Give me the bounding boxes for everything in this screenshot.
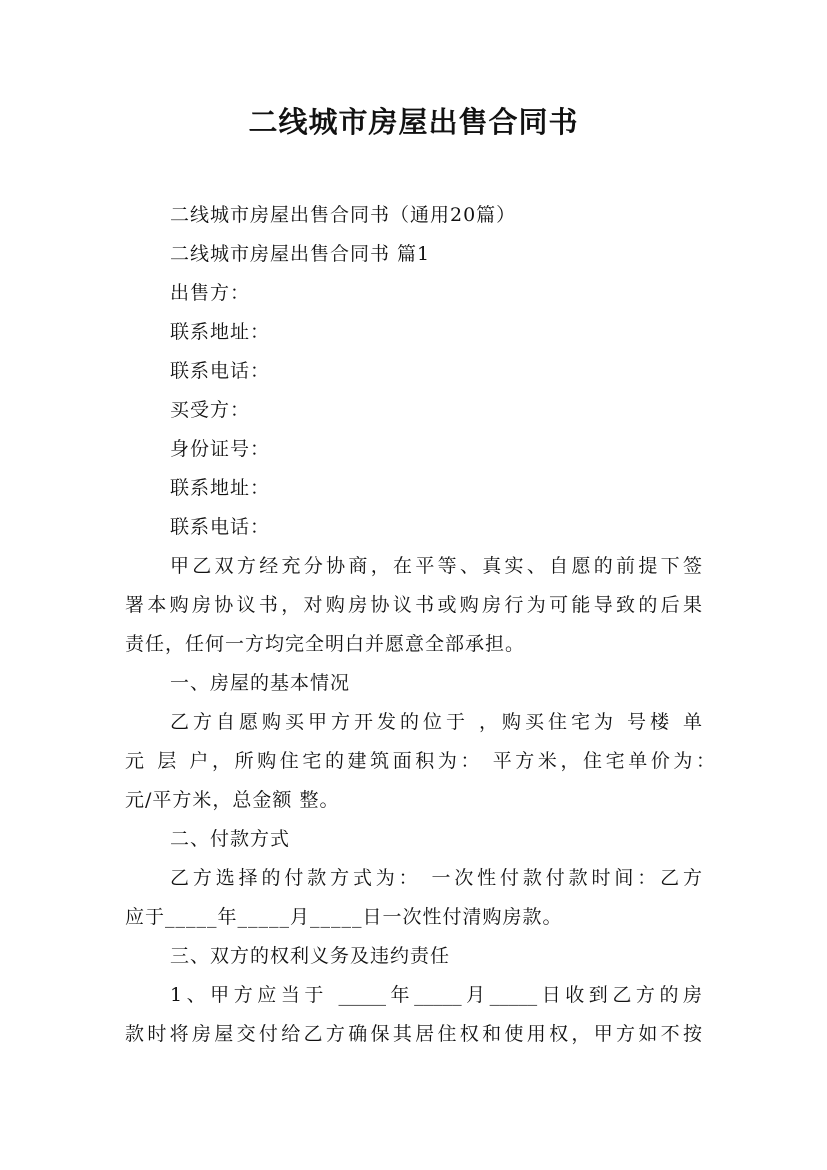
paragraph-line: 1、甲方应当于 _____年_____月_____日收到乙方的房 [170,984,702,1006]
seller-label: 出售方： [170,282,251,304]
buyer-phone-label: 联系电话： [170,516,271,538]
document-subtitle: 二线城市房屋出售合同书（通用20篇） [170,204,517,226]
paragraph-line: 乙方选择的付款方式为： 一次性付款付款时间：乙方 [170,867,702,889]
paragraph-line: 署本购房协议书，对购房协议书或购房行为可能导致的后果 [125,594,702,616]
seller-address-label: 联系地址： [170,321,271,343]
paragraph-line: 款时将房屋交付给乙方确保其居住权和使用权，甲方如不按 [125,1023,702,1045]
paragraph-line: 应于_____年_____月_____日一次性付清购房款。 [125,906,563,928]
document-title: 二线城市房屋出售合同书 [248,105,579,139]
paragraph-line: 责任，任何一方均完全明白并愿意全部承担。 [125,633,526,655]
section-heading: 二线城市房屋出售合同书 篇1 [170,243,431,265]
paragraph-line: 甲乙双方经充分协商，在平等、真实、自愿的前提下签 [170,555,702,577]
section-heading: 二、付款方式 [170,828,291,850]
section-heading: 一、房屋的基本情况 [170,672,351,694]
section-heading: 三、双方的权利义务及违约责任 [170,945,451,967]
paragraph-line: 乙方自愿购买甲方开发的位于 ，购买住宅为 号楼 单 [170,711,702,733]
buyer-label: 买受方： [170,399,251,421]
paragraph-line: 元 层 户，所购住宅的建筑面积为： 平方米，住宅单价为： [125,750,715,772]
seller-phone-label: 联系电话： [170,360,271,382]
buyer-id-label: 身份证号： [170,438,271,460]
paragraph-line: 元/平方米，总金额 整。 [125,789,340,811]
buyer-address-label: 联系地址： [170,477,271,499]
